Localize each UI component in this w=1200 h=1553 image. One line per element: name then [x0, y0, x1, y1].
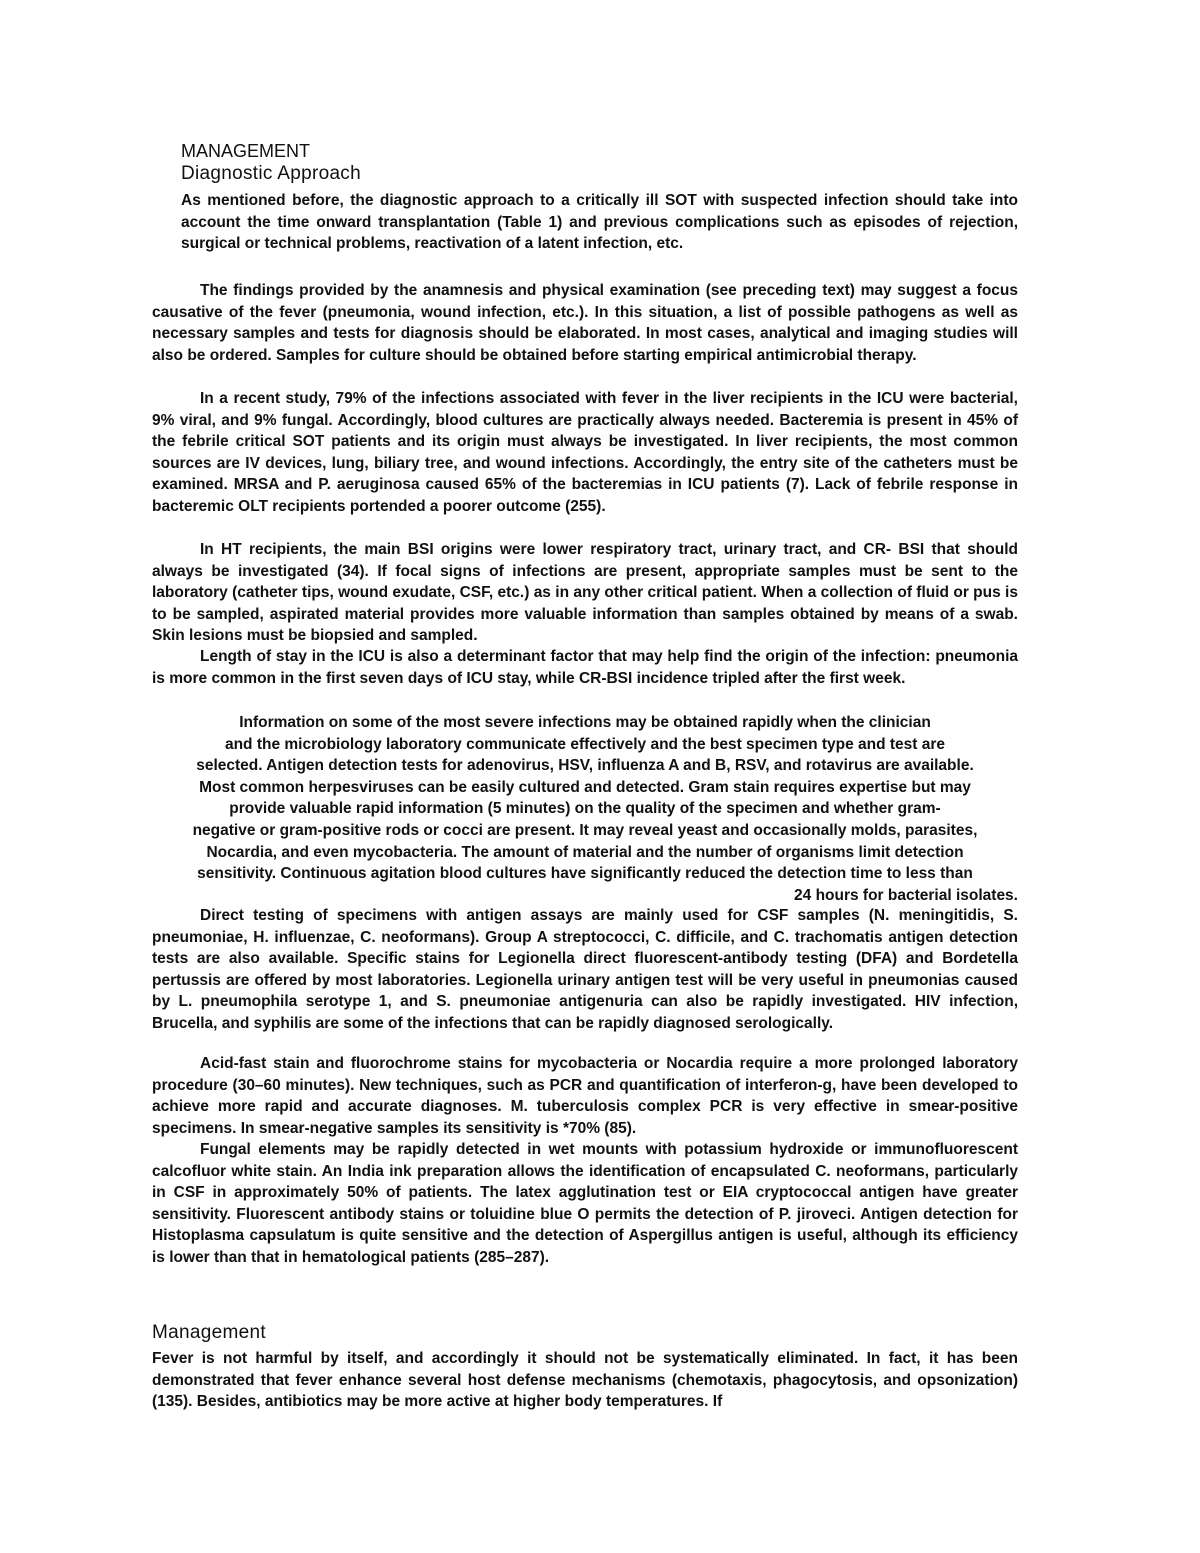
paragraph-recent-study: In a recent study, 79% of the infections associated with fever in the liver recipients in the ICU were bacterial, 9% viral, and 9% fungal. Accordingly, blood cultures are practically always needed. Bacteremia is present in 45% of the febrile critical SOT patients and its origin must always be investigated. In liver recipients, the most common sources are IV devices, lung, biliary tree, and wound infections. Accordingly, the entry site of the catheters must be examined. MRSA and P. aeruginosa caused 65% of the bacteremias in ICU patients (7). Lack of febrile response in bacteremic OLT recipients portended a poorer outcome (255).: [152, 390, 1018, 515]
paragraph-acid-fast: Acid-fast stain and fluorochrome stains for mycobacteria or Nocardia require a more prolonged laboratory procedure (30–60 minutes). New techniques, such as PCR and quantification of interferon-g, have been developed to achieve more rapid and accurate diagnoses. M. tuberculosis complex PCR is very effective in smear-positive specimens. In smear-negative samples its sensitivity is *70% (85).: [152, 1055, 1018, 1137]
paragraph-information: [152, 712, 1018, 906]
text-line: negative or gram-positive rods or cocci are present. It may reveal yeast and occasionally molds, parasites,: [192, 821, 978, 839]
paragraph-intro: As mentioned before, the diagnostic approach to a critically ill SOT with suspected infection should take into account the time onward transplantation (Table 1) and previous complications such as episodes of rejection, surgical or technical problems, reactivation of a latent infection, etc.: [181, 192, 1018, 253]
paragraph-length-of-stay: Length of stay in the ICU is also a determinant factor that may help find the origin of the infection: pneumonia is more common in the first seven days of ICU stay, while CR-BSI incidence tripled after the first week.: [152, 648, 1018, 687]
text-line: and the microbiology laboratory communicate effectively and the best specimen type and test are: [224, 735, 946, 753]
text-line: provide valuable rapid information (5 minutes) on the quality of the specimen and whether gram-: [229, 800, 941, 818]
text-line: selected. Antigen detection tests for adenovirus, HSV, influenza A and B, RSV, and rotavirus are available.: [196, 757, 974, 775]
heading-management-caps: MANAGEMENT: [181, 141, 311, 161]
heading-diagnostic-approach: Diagnostic Approach: [181, 163, 361, 184]
text-line: 24 hours for bacterial isolates.: [794, 886, 1018, 904]
heading-management: Management: [152, 1322, 266, 1343]
paragraph-fever: Fever is not harmful by itself, and accordingly it should not be systematically eliminated. In fact, it has been demonstrated that fever enhance several host defense mechanisms (chemotaxis, phagocytosis, and opsonization) (135). Besides, antibiotics may be more active at higher body temperatures. If: [152, 1350, 1018, 1411]
text-line: sensitivity. Continuous agitation blood cultures have significantly reduced the detection time to less than: [197, 865, 973, 883]
text-line: Nocardia, and even mycobacteria. The amount of material and the number of organisms limit detection: [206, 843, 964, 861]
text-line: Information on some of the most severe infections may be obtained rapidly when the clinician: [239, 714, 931, 731]
paragraph-direct-testing: Direct testing of specimens with antigen assays are mainly used for CSF samples (N. meningitidis, S. pneumoniae, H. influenzae, C. neoformans). Group A streptococci, C. difficile, and C. trachomatis antigen detection tests are also available. Specific stains for Legionella direct fluorescent-antibody testing (DFA) and Bordetella pertussis are offered by most laboratories. Legionella urinary antigen test will be very useful in pneumonias caused by L. pneumophila serotype 1, and S. pneumoniae antigenuria can also be rapidly investigated. HIV infection, Brucella, and syphilis are some of the infections that can be rapidly diagnosed serologically.: [152, 907, 1018, 1032]
paragraph-fungal: Fungal elements may be rapidly detected in wet mounts with potassium hydroxide or immunofluorescent calcofluor white stain. An India ink preparation allows the identification of encapsulated C. neoformans, particularly in CSF in approximately 50% of patients. The latex agglutination test or EIA cryptococcal antigen have greater sensitivity. Fluorescent antibody stains or toluidine blue O permits the detection of P. jiroveci. Antigen detection for Histoplasma capsulatum is quite sensitive and the detection of Aspergillus antigen is useful, although its efficiency is lower than that in hematological patients (285–287).: [152, 1141, 1018, 1266]
text-line: Most common herpesviruses can be easily cultured and detected. Gram stain requires expertise but may: [199, 778, 971, 796]
paragraph-ht-recipients: In HT recipients, the main BSI origins were lower respiratory tract, urinary tract, and CR- BSI that should always be investigated (34). If focal signs of infections are present, appropriate samples must be sent to the laboratory (catheter tips, wound exudate, CSF, etc.) as in any other critical patient. When a collection of fluid or pus is to be sampled, aspirated material provides more valuable information than samples obtained by means of a swab. Skin lesions must be biopsied and sampled.: [152, 541, 1018, 645]
paragraph-findings: The findings provided by the anamnesis and physical examination (see preceding text) may suggest a focus causative of the fever (pneumonia, wound infection, etc.). In this situation, a list of possible pathogens as well as necessary samples and tests for diagnosis should be elaborated. In most cases, analytical and imaging studies will also be ordered. Samples for culture should be obtained before starting empirical antimicrobial therapy.: [152, 282, 1018, 364]
